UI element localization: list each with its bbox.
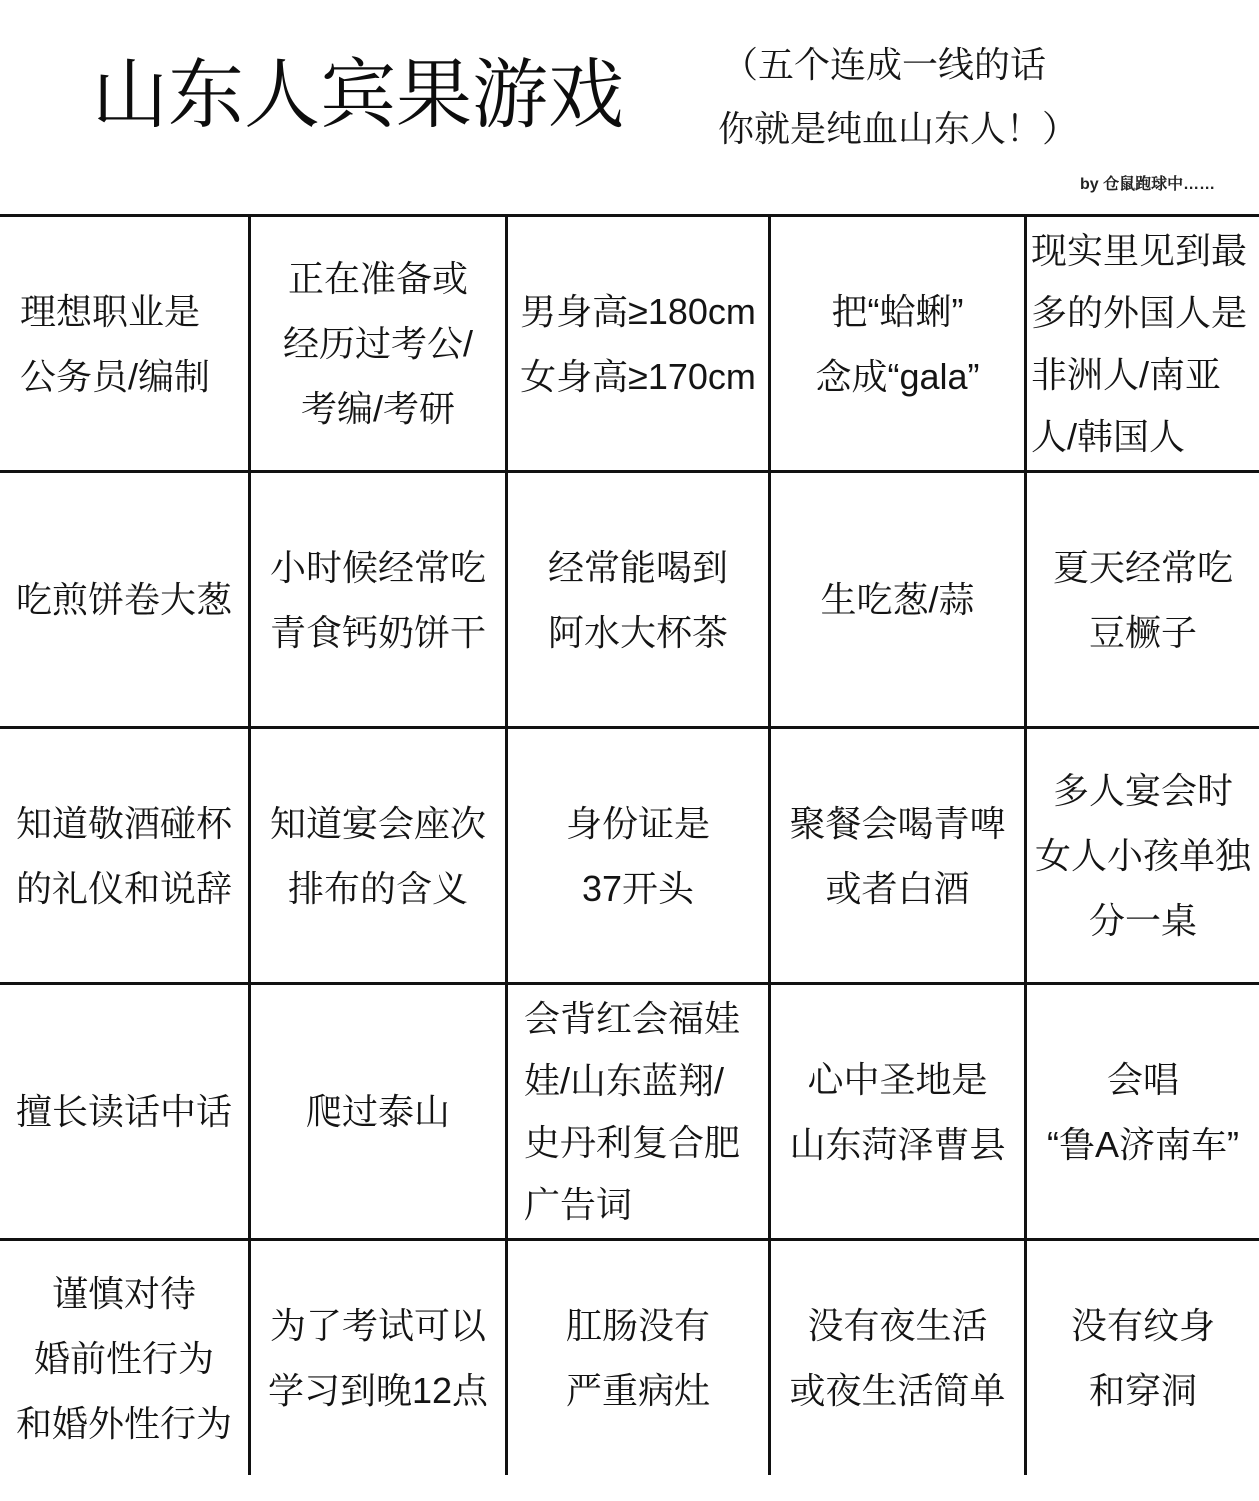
- bingo-cell-text: 心中圣地是: [807, 1058, 988, 1100]
- bingo-cell-text: 生吃葱/蒜: [820, 579, 975, 620]
- bingo-cell-text: 严重病灶: [565, 1370, 710, 1411]
- bingo-cell-text: 考编/考研: [300, 388, 455, 429]
- subtitle-line-1: （五个连成一线的话: [722, 44, 1047, 85]
- bingo-cell-text: 青食钙奶饼干: [269, 611, 486, 653]
- bingo-cell-text: 人/韩国人: [1031, 415, 1186, 457]
- bingo-cell-text: 夏天经常吃: [1052, 546, 1233, 588]
- bingo-cell-r4-c2: [505, 1238, 768, 1475]
- bingo-cell-text: 37开头: [581, 867, 695, 909]
- bingo-cell-text: 和穿洞: [1088, 1370, 1197, 1411]
- bingo-cell-text: 多的外国人是: [1031, 291, 1248, 333]
- bingo-cell-r3-c4: [1024, 982, 1259, 1238]
- bingo-cell-r3-c2: [505, 982, 768, 1238]
- bingo-cell-text: 排布的含义: [287, 867, 468, 909]
- bingo-cell-r0-c1: [248, 214, 505, 470]
- author-credit: by 仓鼠跑球中……: [1080, 176, 1216, 193]
- bingo-cell-r4-c1: [248, 1238, 505, 1475]
- bingo-cell-text: 分一桌: [1088, 900, 1197, 941]
- bingo-cell-text: 女人小孩单独: [1034, 835, 1251, 876]
- bingo-cell-text: 现实里见到最: [1031, 229, 1248, 271]
- bingo-cell-text: 聚餐会喝青啤: [789, 802, 1006, 844]
- bingo-grid: [0, 214, 1259, 1475]
- bingo-cell-text: 广告词: [524, 1183, 633, 1225]
- bingo-cell-text: 没有夜生活: [807, 1305, 988, 1346]
- bingo-cell-text: 非洲人/南亚: [1031, 353, 1222, 395]
- bingo-cell-r2-c1: [248, 726, 505, 982]
- bingo-cell-text: 阿水大杯茶: [547, 611, 728, 653]
- bingo-cell-r0-c0: [0, 214, 248, 470]
- bingo-cell-r2-c3: [768, 726, 1024, 982]
- bingo-cell-text: 知道敬酒碰杯: [15, 802, 232, 844]
- bingo-cell-text: 把“蛤蜊”: [831, 290, 964, 332]
- bingo-cell-text: 理想职业是: [20, 290, 201, 332]
- bingo-cell-text: 没有纹身: [1070, 1305, 1215, 1346]
- bingo-cell-text: 公务员/编制: [20, 355, 211, 397]
- bingo-cell-text: 为了考试可以: [269, 1305, 486, 1346]
- bingo-cell-r3-c3: [768, 982, 1024, 1238]
- bingo-cell-text: “鲁A济南车”: [1047, 1123, 1239, 1165]
- bingo-cell-r4-c0: [0, 1238, 248, 1475]
- bingo-cell-text: 豆橛子: [1088, 611, 1197, 653]
- bingo-cell-text: 身份证是: [565, 802, 710, 844]
- bingo-cell-text: 女身高≥170cm: [520, 355, 756, 397]
- bingo-cell-text: 吃煎饼卷大葱: [15, 579, 232, 620]
- bingo-cell-text: 小时候经常吃: [269, 546, 486, 588]
- bingo-cell-r1-c0: [0, 470, 248, 726]
- page-title: 山东人宾果游戏: [92, 53, 624, 138]
- subtitle-line-2: 你就是纯血山东人！）: [718, 108, 1079, 149]
- bingo-cell-r1-c1: [248, 470, 505, 726]
- bingo-cell-r2-c0: [0, 726, 248, 982]
- bingo-cell-text: 肛肠没有: [565, 1305, 710, 1346]
- bingo-cell-r1-c4: [1024, 470, 1259, 726]
- bingo-cell-r1-c2: [505, 470, 768, 726]
- bingo-cell-text: 的礼仪和说辞: [15, 867, 232, 909]
- bingo-cell-r0-c2: [505, 214, 768, 470]
- bingo-cell-r2-c2: [505, 726, 768, 982]
- bingo-cell-r1-c3: [768, 470, 1024, 726]
- bingo-cell-text: 经历过考公/: [282, 323, 473, 364]
- bingo-cell-text: 正在准备或: [287, 258, 468, 299]
- bingo-cell-text: 擅长读话中话: [15, 1091, 232, 1132]
- bingo-cell-text: 经常能喝到: [547, 546, 728, 588]
- bingo-cell-text: 学习到晚12点: [267, 1370, 489, 1411]
- bingo-cell-text: 或夜生活简单: [789, 1370, 1006, 1411]
- bingo-cell-text: 山东菏泽曹县: [789, 1123, 1006, 1165]
- bingo-cell-text: 爬过泰山: [305, 1091, 450, 1132]
- bingo-cell-text: 史丹利复合肥: [524, 1121, 741, 1163]
- bingo-cell-r2-c4: [1024, 726, 1259, 982]
- bingo-cell-text: 婚前性行为: [33, 1337, 214, 1379]
- bingo-cell-r4-c3: [768, 1238, 1024, 1475]
- bingo-cell-text: 会唱: [1106, 1058, 1179, 1100]
- bingo-cell-text: 知道宴会座次: [269, 802, 486, 844]
- bingo-cell-r0-c4: [1024, 214, 1259, 470]
- bingo-cell-text: 男身高≥180cm: [520, 290, 756, 332]
- bingo-cell-text: 和婚外性行为: [15, 1402, 232, 1444]
- bingo-cell-text: 会背红会福娃: [524, 997, 741, 1039]
- bingo-cell-text: 或者白酒: [825, 867, 970, 909]
- bingo-cell-text: 谨慎对待: [51, 1272, 196, 1314]
- bingo-cell-text: 多人宴会时: [1052, 770, 1233, 811]
- bingo-cell-text: 念成“gala”: [815, 355, 980, 397]
- bingo-cell-r3-c0: [0, 982, 248, 1238]
- bingo-cell-r3-c1: [248, 982, 505, 1238]
- bingo-cell-r0-c3: [768, 214, 1024, 470]
- bingo-cell-r4-c4: [1024, 1238, 1259, 1475]
- bingo-cell-text: 娃/山东蓝翔/: [524, 1059, 725, 1101]
